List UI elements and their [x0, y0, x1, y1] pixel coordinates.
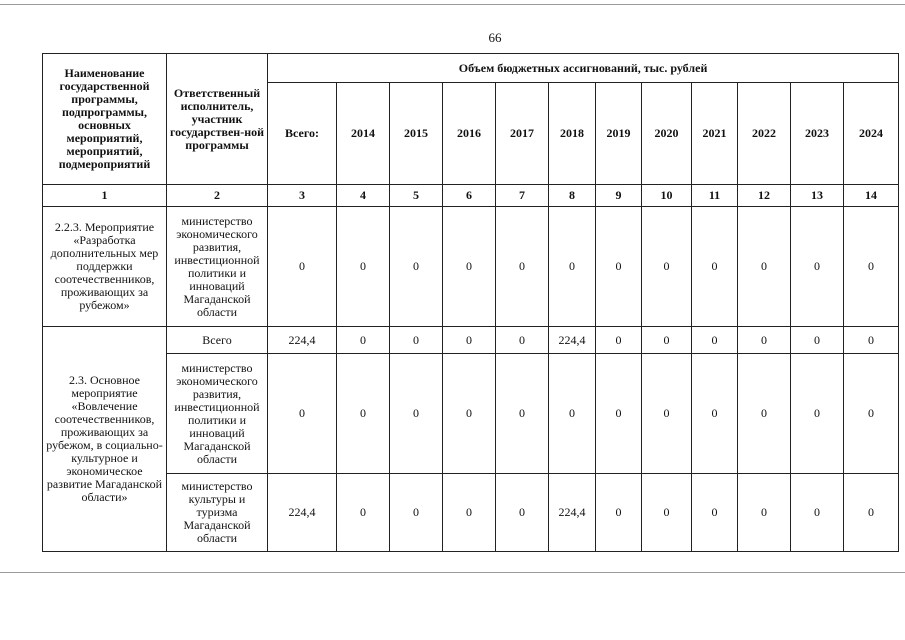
row-value: 0 — [390, 474, 443, 552]
header-total: Всего: — [268, 83, 337, 185]
column-number: 7 — [496, 185, 549, 207]
column-number: 14 — [844, 185, 899, 207]
column-number: 13 — [791, 185, 844, 207]
column-number: 1 — [43, 185, 167, 207]
column-number: 5 — [390, 185, 443, 207]
header-year: 2016 — [443, 83, 496, 185]
row-value: 224,4 — [549, 327, 596, 354]
row-value: 0 — [443, 354, 496, 474]
row-value: 0 — [596, 354, 642, 474]
column-number: 8 — [549, 185, 596, 207]
row-value: 0 — [642, 207, 692, 327]
row-value: 0 — [337, 207, 390, 327]
row-value: 0 — [844, 207, 899, 327]
row-value: 0 — [791, 474, 844, 552]
row-value: 224,4 — [268, 327, 337, 354]
row-executor: министерство экономического развития, инвестиционной политики и инноваций Магаданской области — [167, 207, 268, 327]
header-executor: Ответственный исполнитель, участник государствен-ной программы — [167, 54, 268, 185]
top-divider — [0, 4, 905, 5]
row-value: 0 — [496, 327, 549, 354]
row-value: 0 — [443, 207, 496, 327]
header-row-top — [43, 54, 899, 83]
row-value: 0 — [692, 327, 738, 354]
column-number: 12 — [738, 185, 791, 207]
row-value: 0 — [692, 354, 738, 474]
row-value: 0 — [443, 327, 496, 354]
table-row — [43, 354, 899, 474]
header-year: 2019 — [596, 83, 642, 185]
column-number: 2 — [167, 185, 268, 207]
row-value: 0 — [549, 354, 596, 474]
header-budget-group: Объем бюджетных ассигнований, тыс. рублей — [268, 54, 899, 83]
column-number: 11 — [692, 185, 738, 207]
row-value: 0 — [596, 207, 642, 327]
row-value: 0 — [692, 474, 738, 552]
header-name: Наименование государственной программы, подпрограммы, основных мероприятий, мероприятий, подмероприятий — [43, 54, 167, 185]
row-executor: Всего — [167, 327, 268, 354]
row-value: 0 — [791, 354, 844, 474]
row-value: 0 — [642, 327, 692, 354]
column-number: 9 — [596, 185, 642, 207]
row-value: 0 — [496, 354, 549, 474]
row-value: 0 — [390, 207, 443, 327]
row-value: 0 — [738, 474, 791, 552]
table-row — [43, 327, 899, 354]
column-number: 6 — [443, 185, 496, 207]
row-value: 0 — [337, 327, 390, 354]
row-value: 0 — [268, 354, 337, 474]
row-value: 0 — [844, 354, 899, 474]
row-executor: министерство экономического развития, инвестиционной политики и инноваций Магаданской области — [167, 354, 268, 474]
row-value: 0 — [549, 207, 596, 327]
row-value: 0 — [642, 354, 692, 474]
row-value: 0 — [738, 327, 791, 354]
header-year: 2017 — [496, 83, 549, 185]
row-value: 0 — [844, 474, 899, 552]
row-value: 0 — [337, 354, 390, 474]
column-number-row — [43, 185, 899, 207]
row-value: 224,4 — [268, 474, 337, 552]
header-year: 2014 — [337, 83, 390, 185]
header-year: 2015 — [390, 83, 443, 185]
column-number: 10 — [642, 185, 692, 207]
row-value: 0 — [738, 354, 791, 474]
row-value: 0 — [791, 327, 844, 354]
row-value: 0 — [642, 474, 692, 552]
header-year: 2022 — [738, 83, 791, 185]
row-value: 0 — [596, 327, 642, 354]
row-value: 0 — [268, 207, 337, 327]
row-executor: министерство культуры и туризма Магаданской области — [167, 474, 268, 552]
header-year: 2018 — [549, 83, 596, 185]
header-year: 2021 — [692, 83, 738, 185]
header-year: 2020 — [642, 83, 692, 185]
column-number: 4 — [337, 185, 390, 207]
row-value: 224,4 — [549, 474, 596, 552]
row-value: 0 — [390, 354, 443, 474]
page-number: 66 — [488, 30, 502, 45]
row-value: 0 — [738, 207, 791, 327]
row-value: 0 — [844, 327, 899, 354]
table-row — [43, 474, 899, 552]
table-row — [43, 207, 899, 327]
budget-table — [42, 53, 899, 552]
row-name: 2.3. Основное мероприятие «Вовлечение соотечественников, проживающих за рубежом, в социально-культурное и экономическое развитие Магаданской области» — [43, 327, 167, 552]
header-year: 2023 — [791, 83, 844, 185]
row-value: 0 — [390, 327, 443, 354]
row-value: 0 — [791, 207, 844, 327]
bottom-divider — [0, 572, 905, 573]
row-value: 0 — [692, 207, 738, 327]
row-name: 2.2.3. Мероприятие «Разработка дополнительных мер поддержки соотечественников, проживающих за рубежом» — [43, 207, 167, 327]
column-number: 3 — [268, 185, 337, 207]
row-value: 0 — [596, 474, 642, 552]
row-value: 0 — [496, 207, 549, 327]
header-year: 2024 — [844, 83, 899, 185]
row-value: 0 — [443, 474, 496, 552]
row-value: 0 — [337, 474, 390, 552]
row-value: 0 — [496, 474, 549, 552]
